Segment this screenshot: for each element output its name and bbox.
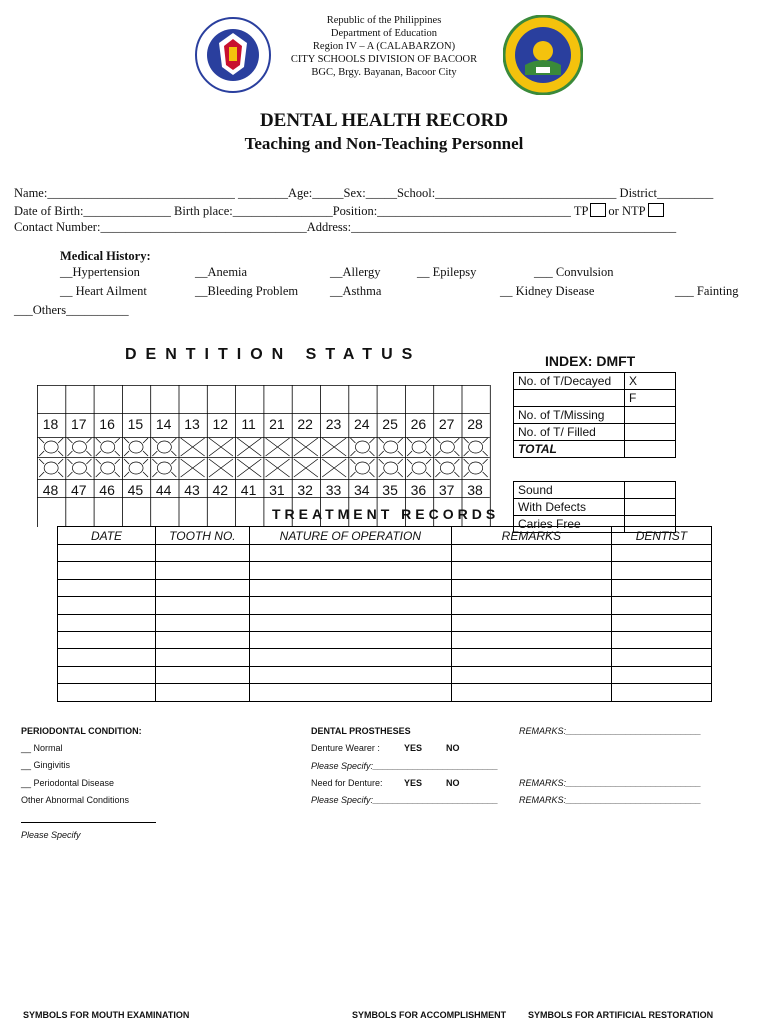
tooth-number-lower: 43: [184, 482, 200, 498]
tooth-number-lower: 31: [269, 482, 285, 498]
tooth-diagram[interactable]: [237, 438, 261, 456]
treatment-cell[interactable]: [58, 631, 156, 648]
treatment-cell[interactable]: [156, 684, 250, 701]
status-row: [514, 499, 676, 516]
tooth-diagram[interactable]: [407, 459, 431, 477]
tooth-number-upper: 14: [155, 416, 172, 432]
mh-kidney[interactable]: __ Kidney Disease: [500, 284, 595, 298]
tooth-diagram[interactable]: [237, 459, 261, 477]
tooth-number-lower: 42: [212, 482, 229, 498]
treatment-row: [58, 666, 712, 683]
treatment-header-cell: DATE: [58, 527, 156, 545]
tooth-diagram[interactable]: [350, 459, 374, 477]
tooth-diagram[interactable]: [379, 438, 403, 456]
treatment-cell[interactable]: [156, 545, 250, 562]
tooth-number-lower: 41: [240, 482, 257, 498]
mh-epilepsy[interactable]: __ Epilepsy: [417, 265, 477, 279]
mh-bleeding[interactable]: __Bleeding Problem: [195, 284, 299, 298]
periodontal-disease[interactable]: __ Periodontal Disease: [21, 778, 115, 788]
form-title: DENTAL HEALTH RECORD: [259, 110, 509, 131]
tooth-diagram[interactable]: [209, 459, 233, 477]
tooth-diagram[interactable]: [67, 459, 91, 477]
tooth-number-upper: 11: [241, 416, 256, 432]
header-address: BGC, Brgy. Bayanan, Bacoor City: [311, 67, 457, 78]
treatment-cell[interactable]: [451, 631, 611, 648]
treatment-cell[interactable]: [451, 649, 611, 666]
status-label: Caries Free: [514, 516, 625, 533]
treatment-cell[interactable]: [249, 631, 451, 648]
need-denture-yes[interactable]: YES: [404, 778, 423, 788]
tooth-diagram[interactable]: [294, 438, 318, 456]
dmft-label: No. of T/ Filled: [514, 424, 625, 441]
tooth-number-lower: 47: [71, 482, 87, 498]
remarks-2[interactable]: REMARKS:___________________________: [519, 778, 702, 788]
tooth-number-upper: 12: [212, 416, 229, 432]
treatment-row: [58, 579, 712, 596]
treatment-cell[interactable]: [611, 684, 711, 701]
treatment-cell[interactable]: [249, 545, 451, 562]
personal-row-contact[interactable]: Contact Number:_________________________________Address:____________________________________________________: [14, 220, 677, 234]
tooth-number-lower: 48: [42, 482, 59, 498]
tooth-diagram[interactable]: [209, 438, 233, 456]
tooth-diagram[interactable]: [435, 459, 459, 477]
tooth-diagram[interactable]: [266, 438, 290, 456]
tooth-number-lower: 45: [127, 482, 144, 498]
tooth-diagram[interactable]: [294, 459, 318, 477]
treatment-row: [58, 614, 712, 631]
treatment-cell[interactable]: [451, 579, 611, 596]
tooth-diagram[interactable]: [124, 459, 148, 477]
tooth-number-upper: 17: [71, 416, 87, 432]
header-division: CITY SCHOOLS DIVISION OF BACOOR: [290, 54, 478, 65]
mh-heart-ailment[interactable]: __ Heart Ailment: [60, 284, 147, 298]
tooth-diagram[interactable]: [464, 438, 488, 456]
tooth-diagram[interactable]: [322, 459, 346, 477]
treatment-header-cell: DENTIST: [611, 527, 711, 545]
tooth-number-upper: 26: [410, 416, 427, 432]
tooth-number-lower: 34: [354, 482, 370, 498]
treatment-cell[interactable]: [249, 666, 451, 683]
treatment-cell[interactable]: [451, 562, 611, 579]
treatment-cell[interactable]: [611, 597, 711, 614]
status-value[interactable]: [625, 482, 676, 499]
treatment-table: [57, 526, 712, 702]
footer-accomplishment-symbols: SYMBOLS FOR ACCOMPLISHMENT: [352, 1010, 507, 1020]
tooth-diagram[interactable]: [96, 459, 120, 477]
header-department: Department of Education: [330, 28, 438, 39]
footer-restoration-symbols: SYMBOLS FOR ARTIFICIAL RESTORATION: [528, 1010, 714, 1020]
periodontal-normal[interactable]: __ Normal: [21, 743, 63, 753]
tooth-diagram[interactable]: [379, 459, 403, 477]
tooth-diagram[interactable]: [181, 438, 205, 456]
treatment-row: [58, 545, 712, 562]
treatment-cell[interactable]: [451, 597, 611, 614]
header-republic: Republic of the Philippines: [326, 15, 442, 26]
remarks-1[interactable]: REMARKS:___________________________: [519, 726, 702, 736]
treatment-cell[interactable]: [249, 649, 451, 666]
treatment-cell[interactable]: [58, 614, 156, 631]
tooth-number-upper: 21: [269, 416, 285, 432]
tooth-diagram[interactable]: [96, 438, 120, 456]
footer-mouth-symbols: SYMBOLS FOR MOUTH EXAMINATION: [23, 1010, 190, 1020]
denture-wearer-no[interactable]: NO: [446, 743, 460, 753]
treatment-cell[interactable]: [249, 562, 451, 579]
treatment-row: [58, 631, 712, 648]
status-value[interactable]: [625, 499, 676, 516]
treatment-cell[interactable]: [249, 579, 451, 596]
periodontal-title: PERIODONTAL CONDITION:: [21, 726, 142, 736]
tooth-number-upper: 22: [297, 416, 313, 432]
treatment-cell[interactable]: [58, 562, 156, 579]
treatment-cell[interactable]: [611, 545, 711, 562]
tooth-number-upper: 23: [325, 416, 342, 432]
dmft-row: [514, 407, 676, 424]
dmft-label: No. of T/Decayed: [514, 373, 625, 390]
treatment-records-title: TREATMENT RECORDS: [272, 506, 500, 522]
dmft-value[interactable]: [625, 407, 676, 424]
tooth-diagram[interactable]: [266, 459, 290, 477]
treatment-cell[interactable]: [611, 666, 711, 683]
tooth-number-lower: 38: [467, 482, 483, 498]
treatment-cell[interactable]: [58, 545, 156, 562]
treatment-row: [58, 684, 712, 701]
treatment-cell[interactable]: [156, 666, 250, 683]
mh-convulsion[interactable]: ___ Convulsion: [534, 265, 614, 279]
need-specify[interactable]: Please Specify:_________________________: [311, 795, 499, 805]
periodontal-other[interactable]: Other Abnormal Conditions: [21, 795, 130, 805]
tooth-number-upper: 15: [127, 416, 144, 432]
treatment-cell[interactable]: [156, 562, 250, 579]
need-denture-label: Need for Denture:: [311, 778, 383, 788]
treatment-cell[interactable]: [611, 614, 711, 631]
dmft-value[interactable]: X: [625, 373, 676, 390]
treatment-cell[interactable]: [249, 597, 451, 614]
treatment-row: [58, 649, 712, 666]
treatment-cell[interactable]: [58, 684, 156, 701]
treatment-cell[interactable]: [58, 649, 156, 666]
dmft-label: No. of T/Missing: [514, 407, 625, 424]
medical-history-label: Medical History:: [60, 249, 151, 263]
treatment-cell[interactable]: [611, 649, 711, 666]
treatment-cell[interactable]: [451, 614, 611, 631]
prostheses-title: DENTAL PROSTHESES: [311, 726, 411, 736]
tooth-diagram[interactable]: [39, 438, 63, 456]
treatment-row: [58, 562, 712, 579]
dmft-value[interactable]: [625, 424, 676, 441]
treatment-cell[interactable]: [611, 579, 711, 596]
personal-row-birth[interactable]: [14, 203, 666, 219]
treatment-cell[interactable]: [156, 597, 250, 614]
tooth-number-lower: 37: [438, 482, 455, 498]
dmft-index-title: INDEX: DMFT: [545, 353, 636, 369]
dmft-table: [513, 372, 676, 458]
denture-wearer-yes[interactable]: YES: [404, 743, 423, 753]
form-subtitle: Teaching and Non-Teaching Personnel: [244, 134, 524, 153]
tooth-diagram[interactable]: [350, 438, 374, 456]
dmft-row: [514, 441, 676, 458]
mh-others[interactable]: ___Others__________: [14, 303, 129, 317]
tooth-number-upper: 28: [467, 416, 483, 432]
treatment-cell[interactable]: [58, 597, 156, 614]
treatment-cell[interactable]: [451, 684, 611, 701]
birth-position-label: Date of Birth:______________ Birth place:________________Position:_______________________________ TP: [14, 204, 589, 218]
dmft-value[interactable]: F: [625, 390, 676, 407]
tooth-number-lower: 35: [382, 482, 398, 498]
mh-hypertension[interactable]: __Hypertension: [60, 265, 140, 279]
status-row: [514, 482, 676, 499]
tooth-diagram[interactable]: [435, 438, 459, 456]
treatment-header-cell: REMARKS: [451, 527, 611, 545]
dentition-status-title: DENTITION STATUS: [125, 346, 422, 363]
mh-allergy[interactable]: __Allergy: [330, 265, 381, 279]
dmft-label: TOTAL: [514, 441, 625, 458]
ntp-label: or NTP: [608, 204, 646, 218]
treatment-cell[interactable]: [156, 579, 250, 596]
periodontal-gingivitis[interactable]: __ Gingivitis: [21, 760, 71, 770]
tooth-diagram[interactable]: [152, 459, 176, 477]
tooth-number-upper: 27: [438, 416, 455, 432]
treatment-header-cell: NATURE OF OPERATION: [249, 527, 451, 545]
status-label: Sound: [514, 482, 625, 499]
tooth-number-lower: 33: [325, 482, 342, 498]
tooth-number-upper: 16: [99, 416, 115, 432]
tooth-number-upper: 18: [42, 416, 59, 432]
tooth-number-lower: 36: [410, 482, 427, 498]
dmft-value[interactable]: [625, 441, 676, 458]
treatment-cell[interactable]: [249, 684, 451, 701]
treatment-row: [58, 597, 712, 614]
other-conditions-line[interactable]: [21, 822, 156, 823]
treatment-cell[interactable]: [249, 614, 451, 631]
tooth-diagram[interactable]: [124, 438, 148, 456]
need-denture-no[interactable]: NO: [446, 778, 460, 788]
periodontal-specify: Please Specify: [21, 830, 81, 840]
header-region: Region IV – A (CALABARZON): [312, 41, 456, 52]
tooth-number-upper: 25: [382, 416, 398, 432]
ntp-checkbox[interactable]: [648, 203, 664, 217]
dmft-row: [514, 390, 676, 407]
treatment-cell[interactable]: [611, 562, 711, 579]
dmft-label: [514, 390, 625, 407]
tooth-diagram[interactable]: [152, 438, 176, 456]
treatment-cell[interactable]: [156, 631, 250, 648]
tooth-number-upper: 24: [354, 416, 370, 432]
treatment-cell[interactable]: [58, 666, 156, 683]
mh-fainting[interactable]: ___ Fainting: [675, 284, 739, 298]
status-label: With Defects: [514, 499, 625, 516]
tp-checkbox[interactable]: [590, 203, 606, 217]
tooth-diagram[interactable]: [322, 438, 346, 456]
treatment-cell[interactable]: [156, 614, 250, 631]
treatment-cell[interactable]: [611, 631, 711, 648]
tooth-number-lower: 32: [297, 482, 313, 498]
denture-wearer-label: Denture Wearer :: [311, 743, 380, 753]
remarks-3[interactable]: REMARKS:___________________________: [519, 795, 702, 805]
dmft-row: [514, 424, 676, 441]
tooth-diagram[interactable]: [67, 438, 91, 456]
mh-anemia[interactable]: __Anemia: [195, 265, 248, 279]
dmft-row: [514, 373, 676, 390]
tooth-diagram[interactable]: [39, 459, 63, 477]
tooth-number-lower: 46: [99, 482, 115, 498]
treatment-cell[interactable]: [156, 649, 250, 666]
treatment-cell[interactable]: [451, 666, 611, 683]
treatment-cell[interactable]: [58, 579, 156, 596]
tooth-diagram[interactable]: [464, 459, 488, 477]
tooth-number-lower: 44: [155, 482, 172, 498]
wearer-specify[interactable]: Please Specify:_________________________: [311, 761, 499, 771]
tooth-number-upper: 13: [184, 416, 200, 432]
mh-asthma[interactable]: __Asthma: [330, 284, 382, 298]
personal-row-name[interactable]: Name:______________________________ ________Age:_____Sex:_____School:_____________________________ District_________: [14, 186, 714, 200]
treatment-cell[interactable]: [451, 545, 611, 562]
tooth-diagram[interactable]: [181, 459, 205, 477]
treatment-header-cell: TOOTH NO.: [156, 527, 250, 545]
tooth-diagram[interactable]: [407, 438, 431, 456]
